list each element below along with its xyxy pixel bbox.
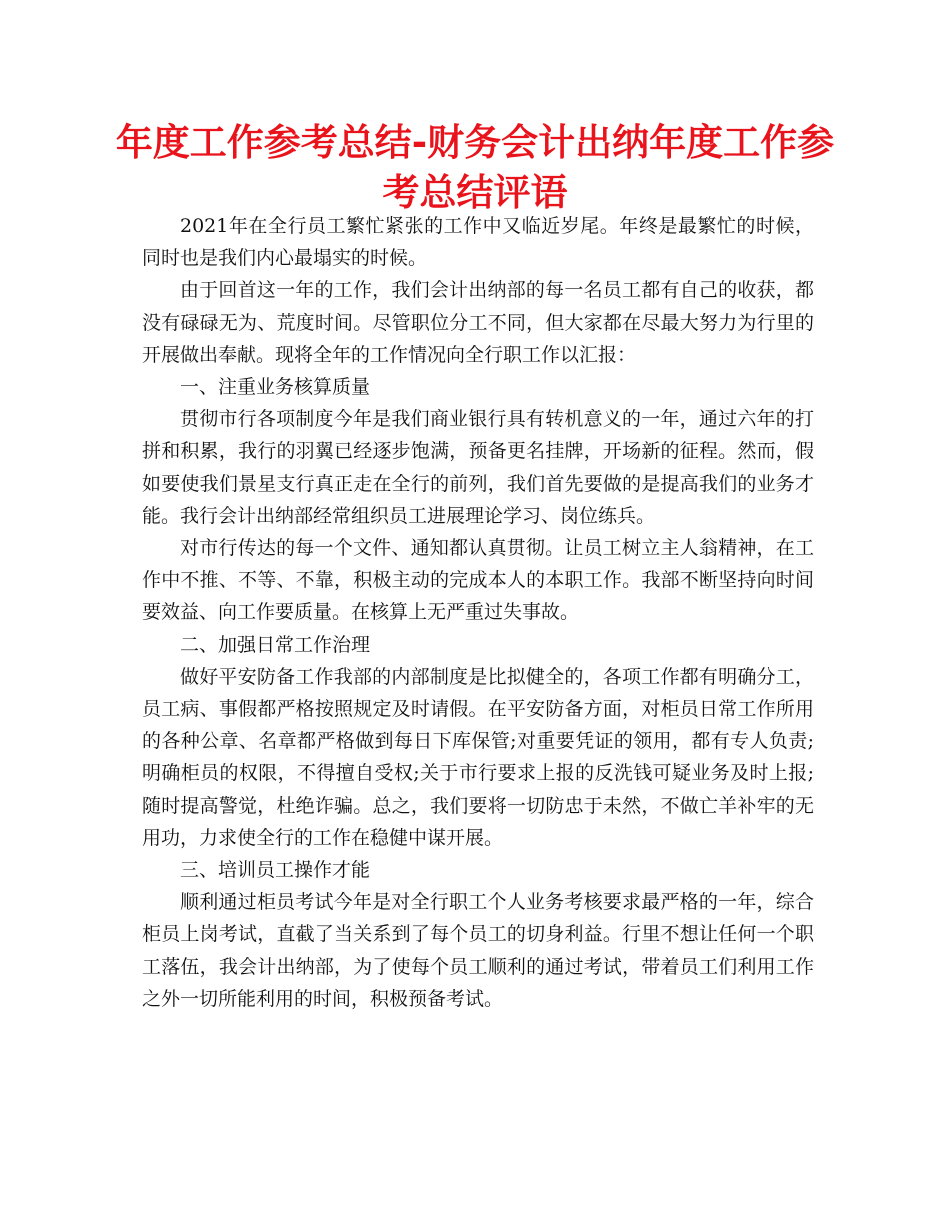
paragraph-review: 由于回首这一年的工作，我们会计出纳部的每一名员工都有自己的收获，都没有碌碌无为、荒度时间。尽管职位分工不同，但大家都在尽最大努力为行里的开展做出奉献。现将全年的工作情况向全行职工作以汇报： xyxy=(142,279,814,366)
section-heading-1: 一、注重业务核算质量 xyxy=(180,376,371,399)
paragraph-section-2: 做好平安防备工作我部的内部制度是比拟健全的，各项工作都有明确分工，员工病、事假都严格按照规定及时请假。在平安防备方面，对柜员日常工作所用的各种公章、名章都严格做到每日下库保管;对重要凭证的领用，都有专人负责;明确柜员的权限，不得擅自受权;关于市行要求上报的反洗钱可疑业务及时上报;随时提高警觉，杜绝诈骗。总之，我们要将一切防忠于未然，不做亡羊补牢的无用功，力求使全行的工作在稳健中谋开展。 xyxy=(142,665,814,849)
paragraph-intro: 2021年在全行员工繁忙紧张的工作中又临近岁尾。年终是最繁忙的时候，同时也是我们内心最塌实的时候。 xyxy=(142,215,814,270)
paragraph-section-1-a: 贯彻市行各项制度今年是我们商业银行具有转机意义的一年，通过六年的打拼和积累，我行的羽翼已经逐步饱满，预备更名挂牌，开场新的征程。然而，假如要使我们景星支行真正走在全行的前列，我们首先要做的是提高我们的业务才能。我行会计出纳部经常组织员工进展理论学习、岗位练兵。 xyxy=(142,408,814,527)
document-title: 年度工作参考总结-财务会计出纳年度工作参考总结评语 xyxy=(115,121,835,214)
paragraph-section-1-b: 对市行传达的每一个文件、通知都认真贯彻。让员工树立主人翁精神，在工作中不推、不等、不靠，积极主动的完成本人的本职工作。我部不断坚持向时间要效益、向工作要质量。在核算上无严重过失事故。 xyxy=(142,537,814,624)
paragraph-section-3: 顺利通过柜员考试今年是对全行职工个人业务考核要求最严格的一年，综合柜员上岗考试，直截了当关系到了每个员工的切身利益。行里不想让任何一个职工落伍，我会计出纳部，为了使每个员工顺利的通过考试，带着员工们利用工作之外一切所能利用的时间，积极预备考试。 xyxy=(142,891,814,1010)
document-body xyxy=(142,210,814,1015)
section-heading-3: 三、培训员工操作才能 xyxy=(180,859,371,882)
section-heading-2: 二、加强日常工作治理 xyxy=(180,633,371,656)
